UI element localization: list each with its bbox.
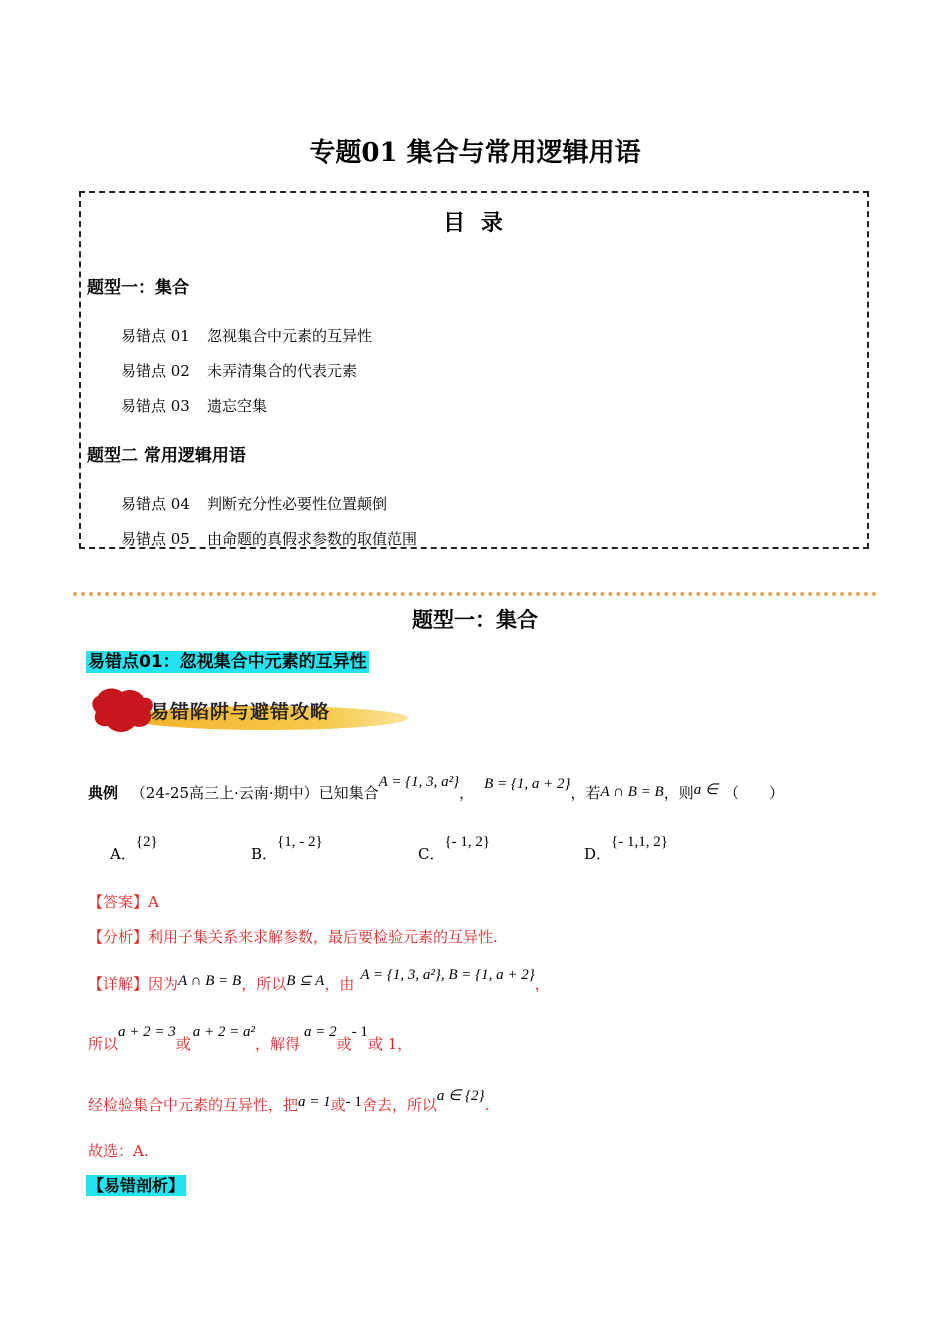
detail-sets: A = {1, 3, a²}, B = {1, a + 2} — [360, 967, 535, 983]
answer-value: A — [148, 893, 159, 911]
option-value: {1, - 2} — [277, 834, 323, 850]
choose-line: 故选：A. — [88, 1142, 149, 1160]
detail-so: ，所以 — [241, 975, 287, 993]
detail-condition: A ∩ B = B — [178, 973, 242, 989]
toc-type-2: 题型二 常用逻辑用语 — [87, 446, 246, 466]
option-a[interactable] — [110, 834, 158, 864]
a-in: a ∈ — [693, 782, 719, 798]
toc-item-text: 遗忘空集 — [207, 397, 268, 415]
toc-item-code: 易错点 03 — [121, 397, 190, 415]
option-d[interactable] — [584, 834, 668, 864]
option-value: {- 1, 2} — [444, 834, 491, 850]
analysis-line — [88, 926, 498, 947]
section-heading: 题型一：集合 — [412, 608, 538, 632]
toc-item — [121, 325, 372, 346]
drop-text: 舍去，所以 — [361, 1096, 437, 1114]
equation-1: a + 2 = 3 — [118, 1024, 176, 1040]
answer-paren: （ ） — [724, 784, 785, 802]
option-label: C． — [418, 845, 445, 863]
toc-item — [121, 360, 357, 381]
or-word: 或 — [175, 1035, 191, 1053]
option-label: D． — [584, 845, 612, 863]
set-a: A = {1, 3, a²} — [378, 774, 460, 790]
option-value: {2} — [135, 834, 158, 850]
option-c[interactable] — [418, 834, 491, 864]
rejected-value-2: - 1 — [345, 1094, 362, 1110]
toc-item-text: 判断充分性必要性位置颠倒 — [207, 495, 388, 513]
option-label: A． — [110, 845, 136, 863]
option-b[interactable] — [251, 834, 323, 864]
result: a ∈ {2} — [436, 1088, 485, 1104]
detail-line-1 — [88, 967, 550, 994]
toc-item-code: 易错点 02 — [121, 362, 190, 380]
section-divider — [73, 592, 877, 596]
toc-heading: 目 录 — [443, 211, 507, 236]
toc-item-text: 忽视集合中元素的互异性 — [207, 327, 373, 345]
set-b: B = {1, a + 2} — [484, 776, 571, 792]
detail-tag: 【详解】 — [88, 975, 149, 993]
pitfall-tag: 【易错剖析】 — [88, 1176, 185, 1195]
condition: A ∩ B = B — [600, 784, 664, 800]
or-word: 或 1， — [367, 1035, 413, 1053]
solve-word: ，解得 — [255, 1035, 301, 1053]
banner-text: 易错陷阱与避错攻略 — [150, 701, 331, 723]
if-text: ，若 — [570, 784, 601, 802]
analysis-tag: 【分析】 — [88, 928, 149, 946]
equation-2: a + 2 = a² — [192, 1024, 256, 1040]
page-title: 专题01 集合与常用逻辑用语 — [309, 138, 641, 168]
example-question — [88, 774, 785, 803]
detail-subset: B ⊆ A — [286, 973, 325, 989]
pitfall-heading — [86, 1173, 186, 1196]
example-source: （24-25高三上·云南·期中）已知集合 — [130, 784, 379, 802]
example-label: 典例 — [88, 784, 119, 802]
answer-line — [88, 891, 159, 912]
detail-from: ，由 — [324, 975, 355, 993]
toc-item-code: 易错点 05 — [121, 530, 190, 548]
option-label: B． — [251, 845, 278, 863]
comma: ， — [459, 784, 475, 802]
toc-item-code: 易错点 01 — [121, 327, 190, 345]
solution-2: - 1 — [351, 1024, 368, 1040]
period: . — [484, 1096, 490, 1114]
toc-item-code: 易错点 04 — [121, 495, 190, 513]
detail-because: 因为 — [148, 975, 179, 993]
detail-end: ， — [534, 975, 550, 993]
point-heading — [86, 647, 369, 672]
detail-prefix: 所以 — [88, 1035, 119, 1053]
toc-item — [121, 528, 417, 549]
toc-item-text: 未弄清集合的代表元素 — [207, 362, 358, 380]
detail-prefix: 经检验集合中元素的互异性，把 — [88, 1096, 299, 1114]
toc-type-1: 题型一：集合 — [87, 278, 189, 298]
detail-line-3 — [88, 1088, 490, 1115]
point-heading-text: 易错点01：忽视集合中元素的互异性 — [88, 652, 367, 672]
detail-line-2 — [88, 1024, 413, 1054]
option-value: {- 1,1, 2} — [611, 834, 668, 850]
or-word: 或 — [336, 1035, 352, 1053]
toc-item — [121, 493, 387, 514]
toc-item-text: 由命题的真假求参数的取值范围 — [207, 530, 418, 548]
solution-1: a = 2 — [304, 1024, 337, 1040]
then-text: ，则 — [663, 784, 694, 802]
analysis-text: 利用子集关系来求解参数，最后要检验元素的互异性. — [148, 928, 498, 946]
answer-tag: 【答案】 — [88, 893, 149, 911]
or-word: 或 — [330, 1096, 346, 1114]
rejected-value: a = 1 — [298, 1094, 331, 1110]
toc-item — [121, 395, 267, 416]
